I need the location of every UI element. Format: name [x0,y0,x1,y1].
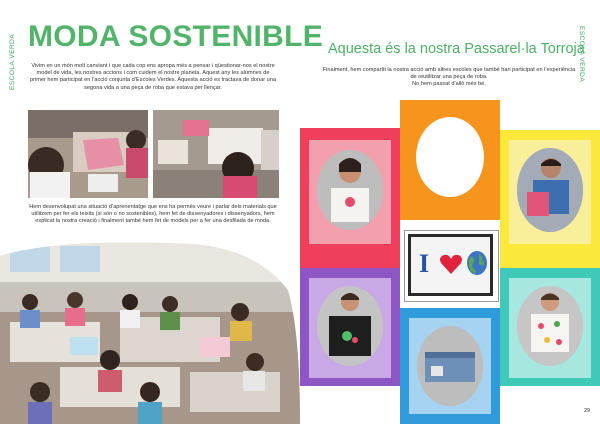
page-title: MODA SOSTENIBLE [28,20,324,53]
side-label-right: ESCOLA VERDA [578,26,585,83]
photo-girl-shirt [317,150,383,230]
earth-icon [465,250,489,276]
heart-icon [439,253,463,275]
photo-classroom [0,242,300,424]
right-text-line2: No hem passat d’allò més bé. [412,81,486,88]
center-card-inner [411,237,490,293]
intro-paragraph: Vivim en un món molt canviant i que cada cop ens apropa més a pensar i qüestionar-nos el nostre model de vida, les nostres accions i com cuidem el nostre planeta. Aquest any les alumnes de primer hem participat en l’acció conjunta d’Escoles Verdes. Aquesta acció es tractava de donar una segona vida a una peça de roba que estava per llençar. [30,63,276,91]
photo-empty-circle [416,117,484,197]
center-card-frame [408,234,493,296]
photo-boy-clothes [517,148,583,232]
photo-girl-flower-shirt [517,286,583,366]
right-text-line1: Finalment, hem compartit la nostra acció amb altres escoles que també han participat en l’experiència de reutilitzar una peça de roba. [322,67,576,81]
photo-jeans [417,326,483,406]
center-card [404,230,499,302]
page-subtitle: Aquesta és la nostra Passarel·la Torroja [328,41,585,57]
photo-girl-drawing [153,110,279,198]
side-label-left: ESCOLA VERDA [9,33,16,90]
page-number: 29 [584,408,591,414]
photo-girl-black-shirt [317,286,383,366]
right-paragraph [320,67,578,89]
letter-i: I [419,249,430,278]
photo-kids-designing [28,110,148,198]
middle-paragraph: Hem desenvolupat una situació d’aprenentatge que ens ha permès veure i parlar dels materials que utilitzem per fer els teixits (si són o no sostenibles), hem fet de dissenyadores i dissenyadors, hem explicat la nostra creació i finalment també hem fet de models per a fer una desfilada de moda. [29,204,277,225]
